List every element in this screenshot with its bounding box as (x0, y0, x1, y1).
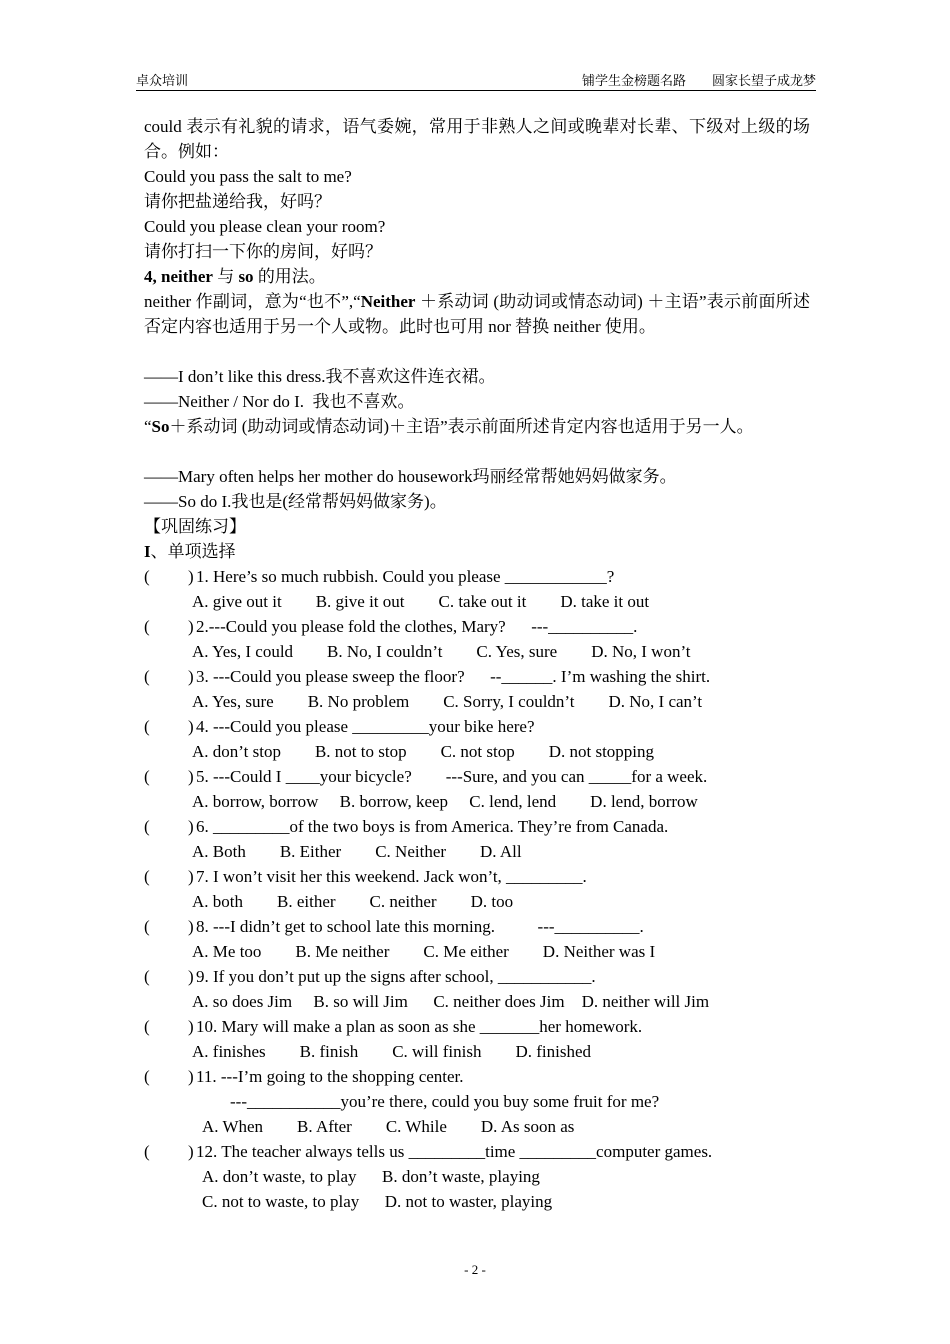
question-7: ( ) 7. I won’t visit her this weekend. Jack won’t, _________. (144, 864, 810, 889)
question-options: A. so does Jim B. so will Jim C. neither does Jim D. neither will Jim (192, 992, 710, 1011)
heading-bold-so: so (238, 267, 254, 286)
question-8: ( ) 8. ---I didn’t get to school late this morning. ---__________. (144, 914, 810, 939)
p3-part-a: “ (144, 417, 152, 436)
question-text: 1. Here’s so much rubbish. Could you please ____________? (196, 567, 615, 586)
p2-bold-neither: Neither (360, 292, 416, 311)
page-number: - 2 - (464, 1262, 486, 1277)
question-11: ( ) 11. ---I’m going to the shopping center. (144, 1064, 810, 1089)
question-5: ( ) 5. ---Could I ____your bicycle? ---Sure, and you can _____for a week. (144, 764, 810, 789)
question-2: ( ) 2.---Could you please fold the clothes, Mary? ---__________. (144, 614, 810, 639)
document-body (144, 114, 810, 1214)
dialogue-line-4: ——So do I.我也是(经常帮妈妈做家务)。 (144, 492, 447, 511)
example-sentence-1: Could you pass the salt to me? (144, 167, 352, 186)
question-options-2: C. not to waste, to play D. not to waster, playing (202, 1192, 553, 1211)
p3-part-c: ＋系动词 (助动词或情态动词)＋主语”表示前面所述肯定内容也适用于另一人。 (169, 417, 754, 436)
question-text: 9. If you don’t put up the signs after school, ___________. (196, 967, 596, 986)
example-sentence-2: Could you please clean your room? (144, 217, 386, 236)
question-text: 4. ---Could you please _________your bike here? (196, 717, 535, 736)
question-12: ( ) 12. The teacher always tells us _________time _________computer games. (144, 1139, 810, 1164)
heading-mid: 与 (212, 267, 239, 286)
section-title: 、单项选择 (150, 542, 236, 561)
paragraph-so (144, 414, 810, 464)
question-text: 2.---Could you please fold the clothes, Mary? ---__________. (196, 617, 638, 636)
question-3: ( ) 3. ---Could you please sweep the floor? --______. I’m washing the shirt. (144, 664, 810, 689)
example-translation-2: 请你打扫一下你的房间，好吗？ (144, 242, 382, 261)
section-heading-single-choice (144, 539, 810, 564)
question-options: A. give out it B. give it out C. take out it D. take it out (192, 592, 650, 611)
question-options: A. don’t waste, to play B. don’t waste, playing (202, 1167, 540, 1186)
dialogue-line-1: ——I don’t like this dress.我不喜欢这件连衣裙。 (144, 367, 496, 386)
p2-part-c: ＋系动词 (助动词或情态动词) ＋主语”表示前面所述否定内容也适用于另一个人或物。此时也可用 nor 替换 neither 使用。 (144, 292, 810, 336)
question-options: A. Both B. Either C. Neither D. All (192, 842, 522, 861)
question-options: A. When B. After C. While D. As soon as (202, 1117, 575, 1136)
heading-bold-neither: 4, neither (144, 267, 213, 286)
paragraph-could: could 表示有礼貌的请求，语气委婉，常用于非熟人之间或晚辈对长辈、下级对上级的场合。例如： (144, 117, 810, 161)
question-text: 5. ---Could I ____your bicycle? ---Sure, and you can _____for a week. (196, 767, 708, 786)
question-options: A. both B. either C. neither D. too (192, 892, 514, 911)
question-options: A. finishes B. finish C. will finish D. finished (192, 1042, 592, 1061)
question-options: A. Yes, sure B. No problem C. Sorry, I couldn’t D. No, I can’t (192, 692, 703, 711)
question-options: A. borrow, borrow B. borrow, keep C. lend, lend D. lend, borrow (192, 792, 698, 811)
practice-heading: 【巩固练习】 (144, 517, 246, 536)
question-options: A. Yes, I could B. No, I couldn’t C. Yes, sure D. No, I won’t (192, 642, 691, 661)
question-text: 7. I won’t visit her this weekend. Jack won’t, _________. (196, 867, 587, 886)
header-left-text: 卓众培训 (136, 73, 189, 88)
question-options: A. Me too B. Me neither C. Me either D. Neither was I (192, 942, 656, 961)
question-10: ( ) 10. Mary will make a plan as soon as she _______her homework. (144, 1014, 810, 1039)
question-text: 6. _________of the two boys is from America. They’re from Canada. (196, 817, 669, 836)
page-header (136, 72, 816, 91)
dialogue-line-2: ——Neither / Nor do I. 我也不喜欢。 (144, 392, 415, 411)
question-6: ( ) 6. _________of the two boys is from America. They’re from Canada. (144, 814, 810, 839)
question-1: ( ) 1. Here’s so much rubbish. Could you please ____________? (144, 564, 810, 589)
question-text: 12. The teacher always tells us _________time _________computer games. (196, 1142, 713, 1161)
dialogue-line-3: ——Mary often helps her mother do housework玛丽经常帮她妈妈做家务。 (144, 467, 677, 486)
p3-bold-so: So (151, 417, 170, 436)
question-continuation: ---___________you’re there, could you buy some fruit for me? (230, 1092, 660, 1111)
question-4: ( ) 4. ---Could you please _________your bike here? (144, 714, 810, 739)
question-text: 10. Mary will make a plan as soon as she _______her homework. (196, 1017, 643, 1036)
question-text: 8. ---I didn’t get to school late this morning. ---__________. (196, 917, 644, 936)
example-translation-1: 请你把盐递给我，好吗？ (144, 192, 331, 211)
section-heading-neither-so (144, 264, 810, 289)
header-right-text: 铺学生金榜题名路 圆家长望子成龙梦 (581, 73, 816, 88)
question-text: 3. ---Could you please sweep the floor? --______. I’m washing the shirt. (196, 667, 711, 686)
p2-part-a: neither 作副词，意为“也不”,“ (144, 292, 361, 311)
heading-end: 的用法。 (253, 267, 326, 286)
paragraph-neither (144, 289, 810, 364)
question-9: ( ) 9. If you don’t put up the signs after school, ___________. (144, 964, 810, 989)
question-text: 11. ---I’m going to the shopping center. (196, 1067, 464, 1086)
section-roman-numeral: I (144, 542, 151, 561)
question-options: A. don’t stop B. not to stop C. not stop D. not stopping (192, 742, 655, 761)
